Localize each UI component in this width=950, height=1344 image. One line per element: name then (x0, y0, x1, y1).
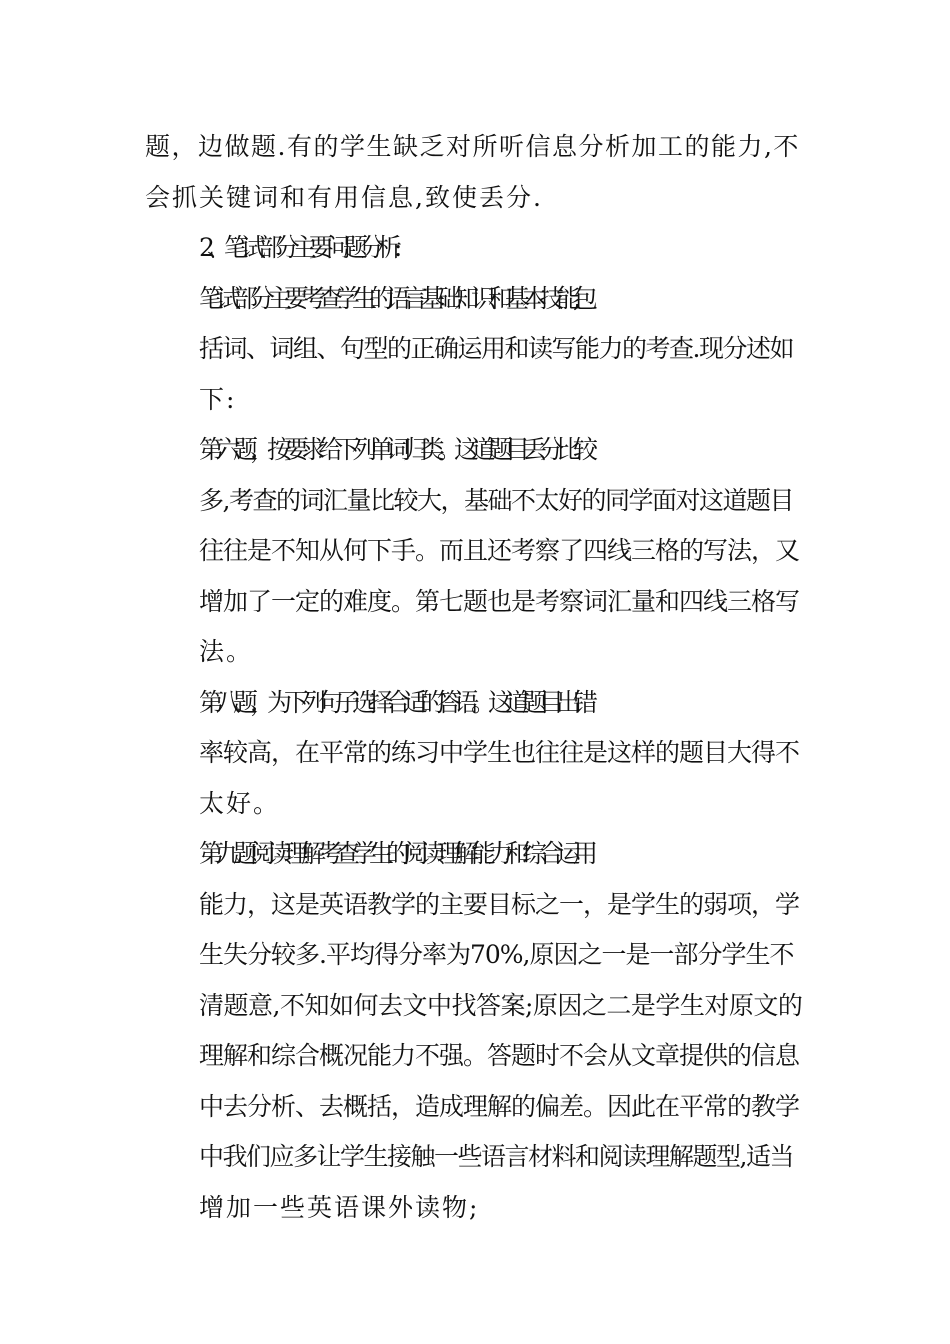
document-page (145, 122, 805, 1233)
section-heading-written-test (145, 223, 805, 274)
text-line: 多,考查的词汇量比较大，基础不太好的同学面对这道题目 (199, 485, 793, 515)
text-line: 题，边做题.有的学生缺乏对所听信息分析加工的能力,不 (145, 132, 800, 161)
text-line: 生失分较多.平均得分率为70%,原因之一是一部分学生不 (199, 940, 794, 969)
text-line: 往往是不知从何下手。而且还考察了四线三格的写法，又 (199, 536, 800, 565)
paragraph-question-nine (145, 829, 805, 1233)
text-line: 第六题，按要求给下列单词归类。这道题目丢分比较 (199, 435, 591, 464)
text-line: 中我们应多让学生接触一些语言材料和阅读理解题型,适当 (199, 1142, 793, 1171)
paragraph-question-six (145, 425, 805, 678)
text-line: 第八题，为下列句子选择合适的答语。这道题目出错 (199, 687, 591, 717)
paragraph-written-overview (145, 274, 805, 426)
text-line: 中去分析、去概括，造成理解的偏差。因此在平常的教学 (199, 1091, 800, 1121)
text-line: 法。 (199, 637, 254, 666)
text-line: 太好。 (199, 788, 281, 818)
text-line: 第九题阅读理解考查学生的阅读理解能力和综合运用 (199, 839, 591, 868)
text-line: 下: (199, 384, 237, 414)
text-line: 2、笔试部分主要问题分析: (199, 233, 395, 262)
text-line: 率较高，在平常的练习中学生也往往是这样的题目大得不 (199, 738, 800, 767)
text-line: 括词、词组、句型的正确运用和读写能力的考查.现分述如 (199, 334, 793, 363)
text-line: 增加了一定的难度。第七题也是考察词汇量和四线三格写 (199, 586, 800, 616)
paragraph-question-eight (145, 678, 805, 830)
text-line: 清题意,不知如何去文中找答案;原因之二是学生对原文的 (199, 990, 803, 1020)
text-line: 会抓关键词和有用信息,致使丢分. (145, 182, 543, 212)
text-line: 笔试部分主要考查学生的语言基础知识和基本技能,包 (199, 283, 590, 313)
paragraph-listening-continuation (145, 122, 805, 223)
text-line: 理解和综合概况能力不强。答题时不会从文章提供的信息 (199, 1041, 800, 1070)
text-line: 增加一些英语课外读物; (199, 1192, 480, 1222)
text-line: 能力，这是英语教学的主要目标之一，是学生的弱项，学 (199, 889, 800, 919)
